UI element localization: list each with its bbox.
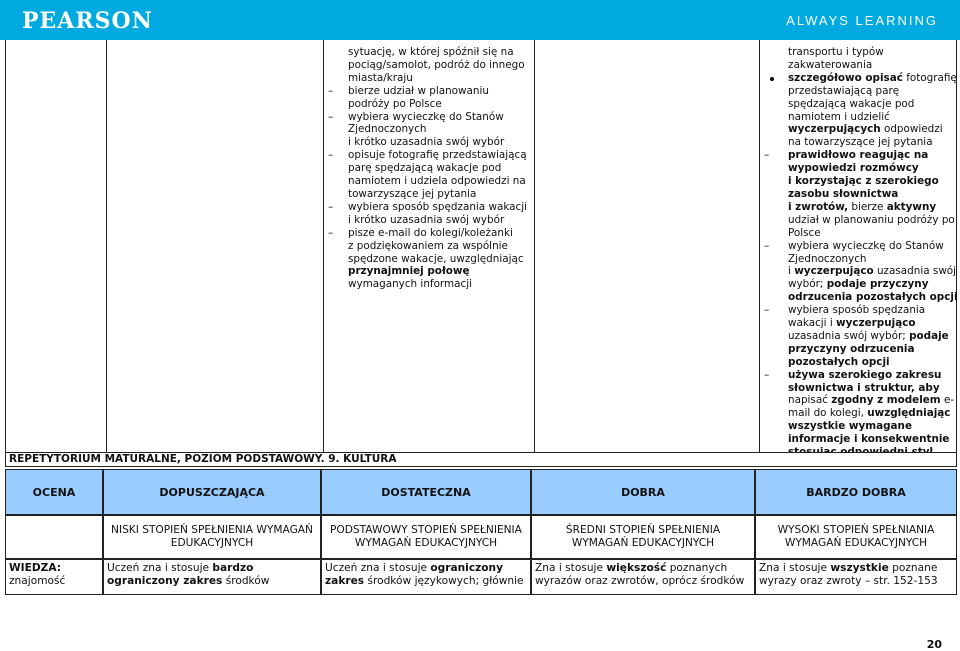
text-line: przynajmniej połowę	[348, 265, 470, 278]
text-line: pozostałych opcji	[788, 355, 890, 368]
wiedza-text: środków językowych; głównie	[364, 575, 524, 587]
text-line: informacje i konsekwentnie	[788, 433, 950, 446]
grade-header-dopuszczajaca: DOPUSZCZAJĄCA	[103, 469, 321, 515]
text-line: i krótko uzasadnia swój wybór	[348, 136, 505, 149]
text-line: podróży po Polsce	[348, 97, 442, 110]
text-line: towarzyszące jej pytania	[348, 187, 477, 200]
wiedza-emphasis: bardzo ograniczony zakres	[107, 562, 254, 587]
text-line: sytuację, w której spóźnił się na	[348, 46, 514, 58]
text-line: napisać zgodny z modelem e-	[788, 394, 955, 407]
text-line: Polsce	[788, 226, 821, 239]
text-line: na towarzyszące jej pytania	[788, 136, 933, 149]
text-line: parę spędzającą wakacje pod	[348, 162, 502, 175]
table-cell	[5, 40, 106, 452]
text-line: namiotem i udzielić	[788, 110, 890, 123]
dash-marker: –	[764, 149, 770, 162]
text-line: i wyczerpująco uzasadnia swój	[788, 265, 957, 278]
requirements-table-top	[5, 40, 957, 452]
text-line: – wybiera wycieczkę do Stanów	[328, 110, 504, 123]
text-line: spędzającą wakacje pod	[788, 97, 915, 110]
text-line: przyczyny odrzucenia	[788, 342, 915, 355]
text-line: – używa szerokiego zakresu	[764, 368, 942, 381]
text-line: transportu i typów	[788, 46, 884, 58]
page-number: 20	[926, 638, 942, 651]
text-line: miasta/kraju	[348, 71, 413, 84]
text-line: spędzone wakacje, uwzględniając	[348, 252, 524, 265]
wiedza-emphasis: większość	[606, 562, 667, 574]
dash-marker: –	[328, 149, 334, 162]
brand-header	[0, 0, 960, 40]
text-line: uzasadnia swój wybór; podaje	[788, 329, 949, 342]
text-line: odrzucenia pozostałych opcji	[788, 291, 958, 304]
wiedza-sublabel: znajomość	[9, 575, 66, 587]
level-niski: NISKI STOPIEŃ SPEŁNIENIA WYMAGAŃ EDUKACYJNYCH	[103, 515, 321, 559]
wiedza-text: Zna i stosuje	[535, 562, 607, 574]
text-line: mail do kolegi, uwzględniając	[788, 407, 951, 420]
wiedza-emphasis: ograniczony zakres	[325, 562, 503, 587]
dash-marker: –	[328, 84, 334, 97]
text-line: Zjednoczonych	[348, 123, 427, 136]
text-line: przedstawiającą parę	[788, 84, 900, 97]
level-sredni: ŚREDNI STOPIEŃ SPEŁNIENIA WYMAGAŃ EDUKACYJNYCH	[531, 515, 755, 559]
level-wysoki: WYSOKI STOPIEŃ SPEŁNIANIA WYMAGAŃ EDUKACYJNYCH	[755, 515, 957, 559]
brand-tagline: ALWAYS LEARNING	[786, 13, 938, 28]
text-line: zasobu słownictwa	[788, 187, 899, 200]
text-line: wymaganych informacji	[348, 278, 472, 291]
text-line: słownictwa i struktur, aby	[788, 381, 940, 394]
grade-header-bardzo-dobra: BARDZO DOBRA	[755, 469, 957, 515]
wiedza-label-cell	[5, 559, 103, 595]
dash-marker: –	[764, 304, 770, 317]
text-line: – opisuje fotografię przedstawiającą	[328, 149, 527, 162]
text-line: wypowiedzi rozmówcy	[788, 162, 919, 175]
text-line: wybór; podaje przyczyny	[788, 278, 929, 291]
bardzo-dobra-text	[764, 46, 958, 459]
text-line: – pisze e-mail do kolegi/koleżanki	[328, 226, 513, 239]
wiedza-text: Uczeń zna i stosuje	[325, 562, 431, 574]
wiedza-text: Uczeń zna i stosuje	[107, 562, 213, 574]
text-line: – wybiera sposób spędzania wakacji	[328, 200, 528, 213]
wiedza-text: poznanych wyrazów oraz zwrotów, oprócz środków	[535, 562, 745, 587]
wiedza-text: Zna i stosuje	[759, 562, 831, 574]
text-line: – wybiera wycieczkę do Stanów	[764, 239, 944, 252]
text-line: namiotem i udziela odpowiedzi na	[348, 175, 526, 188]
text-line: – wybiera sposób spędzania	[764, 304, 926, 317]
text-line: z podziękowaniem za wspólnie	[348, 239, 508, 252]
table-cell	[534, 40, 759, 452]
grade-header-ocena: OCENA	[5, 469, 103, 515]
wiedza-emphasis: wszystkie	[830, 562, 889, 574]
pearson-logo: PEARSON	[22, 8, 153, 34]
text-line: szczegółowo opisać fotografię	[764, 72, 958, 85]
text-line: i zwrotów, bierze aktywny	[788, 200, 937, 213]
dash-marker: –	[328, 110, 334, 123]
dash-marker: –	[328, 226, 334, 239]
grade-header-dostateczna: DOSTATECZNA	[321, 469, 531, 515]
wiedza-dostateczna	[321, 559, 531, 595]
dash-marker: –	[764, 368, 770, 381]
bullet-icon	[770, 77, 774, 81]
text-line: Zjednoczonych	[788, 252, 867, 265]
dash-marker: –	[328, 200, 334, 213]
text-line: – prawidłowo reagując na	[764, 149, 929, 162]
dostateczna-text	[328, 46, 533, 291]
text-line: wyczerpujących odpowiedzi	[788, 123, 943, 136]
wiedza-dopuszczajaca	[103, 559, 321, 595]
table-cell	[106, 40, 323, 452]
section-title: REPETYTORIUM MATURALNE, POZIOM PODSTAWOWY. 9. KULTURA	[5, 452, 957, 467]
table-cell-dostateczna	[323, 40, 534, 452]
text-line: – bierze udział w planowaniu	[328, 84, 489, 97]
text-line: zakwaterowania	[788, 58, 873, 71]
table-cell-bardzo-dobra	[759, 40, 957, 452]
wiedza-text: środków	[222, 575, 270, 587]
wiedza-text: poznane wyrazy oraz zwroty – str. 152-153	[759, 562, 938, 587]
dash-marker: –	[764, 239, 770, 252]
grade-header-dobra: DOBRA	[531, 469, 755, 515]
text-line: udział w planowaniu podróży po	[788, 213, 955, 226]
text-line: pociąg/samolot, podróż do innego	[348, 58, 525, 71]
text-line: i krótko uzasadnia swój wybór	[348, 213, 505, 226]
text-line: i korzystając z szerokiego	[788, 175, 939, 188]
text-line: wszystkie wymagane	[788, 420, 912, 433]
wiedza-bardzo-dobra	[755, 559, 957, 595]
wiedza-label: WIEDZA:	[9, 562, 61, 574]
level-podstawowy: PODSTAWOWY STOPIEŃ SPEŁNIENIA WYMAGAŃ EDUKACYJNYCH	[321, 515, 531, 559]
level-cell-empty	[5, 515, 103, 559]
text-line: wakacji i wyczerpująco	[788, 317, 916, 330]
wiedza-dobra	[531, 559, 755, 595]
